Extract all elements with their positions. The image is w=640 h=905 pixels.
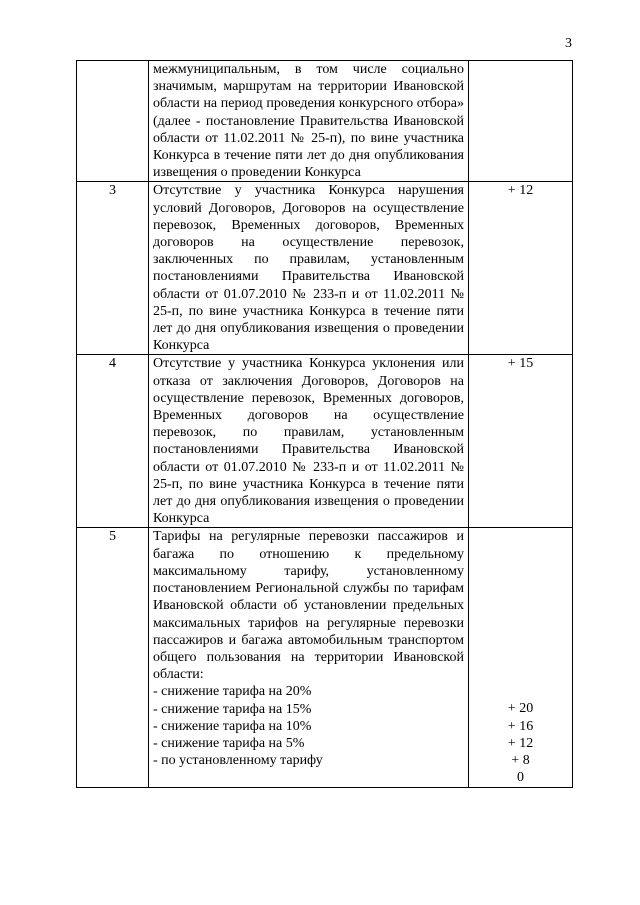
row-number: 5 bbox=[77, 528, 149, 787]
continuation-text: межмуниципальным, в том числе социально значимым, маршрутам на территории Ивановской области на период проведения конкурсного отбора» (далее - постановление Правительства Ивановской области от 11.02.2011 № 25-п), по вине участника Конкурса в течение пяти лет до дня опубликования извещения о проведении Конкурса bbox=[153, 62, 464, 181]
criterion-text: Тарифы на регулярные перевозки пассажиров и багажа по отношению к предельному максимальному тарифу, установленному постановлением Региональной службы по тарифам Ивановской области об установлении предельных максимальных тарифов на регулярные перевозки пассажиров и багажа автомобильным транспортом общего пользования на территории Ивановской области: bbox=[153, 529, 464, 683]
table-row bbox=[77, 182, 573, 355]
criterion-description bbox=[149, 182, 469, 355]
tariff-points: 0 bbox=[517, 770, 524, 786]
criteria-table bbox=[76, 60, 573, 788]
criterion-description bbox=[149, 528, 469, 787]
points-cell bbox=[469, 528, 573, 787]
table-row bbox=[77, 355, 573, 528]
tariff-option: - снижение тарифа на 15% bbox=[153, 701, 312, 717]
tariff-option: - снижение тарифа на 20% bbox=[153, 684, 312, 700]
row-number-cell bbox=[77, 61, 149, 182]
row-number: 4 bbox=[77, 355, 149, 528]
tariff-points: + 8 bbox=[511, 753, 530, 769]
table-row-continuation bbox=[77, 61, 573, 182]
criterion-description bbox=[149, 355, 469, 528]
tariff-points: + 20 bbox=[507, 701, 534, 717]
tariff-option: - по установленному тарифу bbox=[153, 753, 323, 769]
tariff-option: - снижение тарифа на 10% bbox=[153, 718, 312, 734]
tariff-options-list bbox=[153, 683, 464, 769]
points-cell bbox=[469, 61, 573, 182]
criterion-text: Отсутствие у участника Конкурса нарушения условий Договоров, Договоров на осуществление перевозок, Временных договоров, Временных договоров на осуществление перевозок, заключенных по правилам, установленным постановлениями Правительства Ивановской области от 01.07.2010 № 233-п и от 11.02.2011 № 25-п, по вине участника Конкурса в течение пяти лет до дня опубликования извещения о проведении Конкурса bbox=[153, 183, 464, 354]
criterion-points: + 12 bbox=[469, 182, 573, 355]
criterion-points: + 15 bbox=[469, 355, 573, 528]
tariff-points: + 16 bbox=[507, 718, 534, 734]
tariff-points-list bbox=[473, 700, 568, 786]
page-number: 3 bbox=[565, 36, 572, 51]
criterion-description bbox=[149, 61, 469, 182]
row-number: 3 bbox=[77, 182, 149, 355]
points-spacer bbox=[473, 528, 568, 700]
criterion-text: Отсутствие у участника Конкурса уклонения или отказа от заключения Договоров, Договоров на осуществление перевозок, Временных договоров, Временных договоров на осуществление перевозок, по правилам, установленным постановлениями Правительства Ивановской области от 01.07.2010 № 233-п и от 11.02.2011 № 25-п, по вине участника Конкурса в течение пяти лет до дня опубликования извещения о проведении Конкурса bbox=[153, 356, 464, 527]
table-row-tariffs bbox=[77, 528, 573, 787]
tariff-points: + 12 bbox=[507, 735, 534, 751]
tariff-option: - снижение тарифа на 5% bbox=[153, 735, 305, 751]
